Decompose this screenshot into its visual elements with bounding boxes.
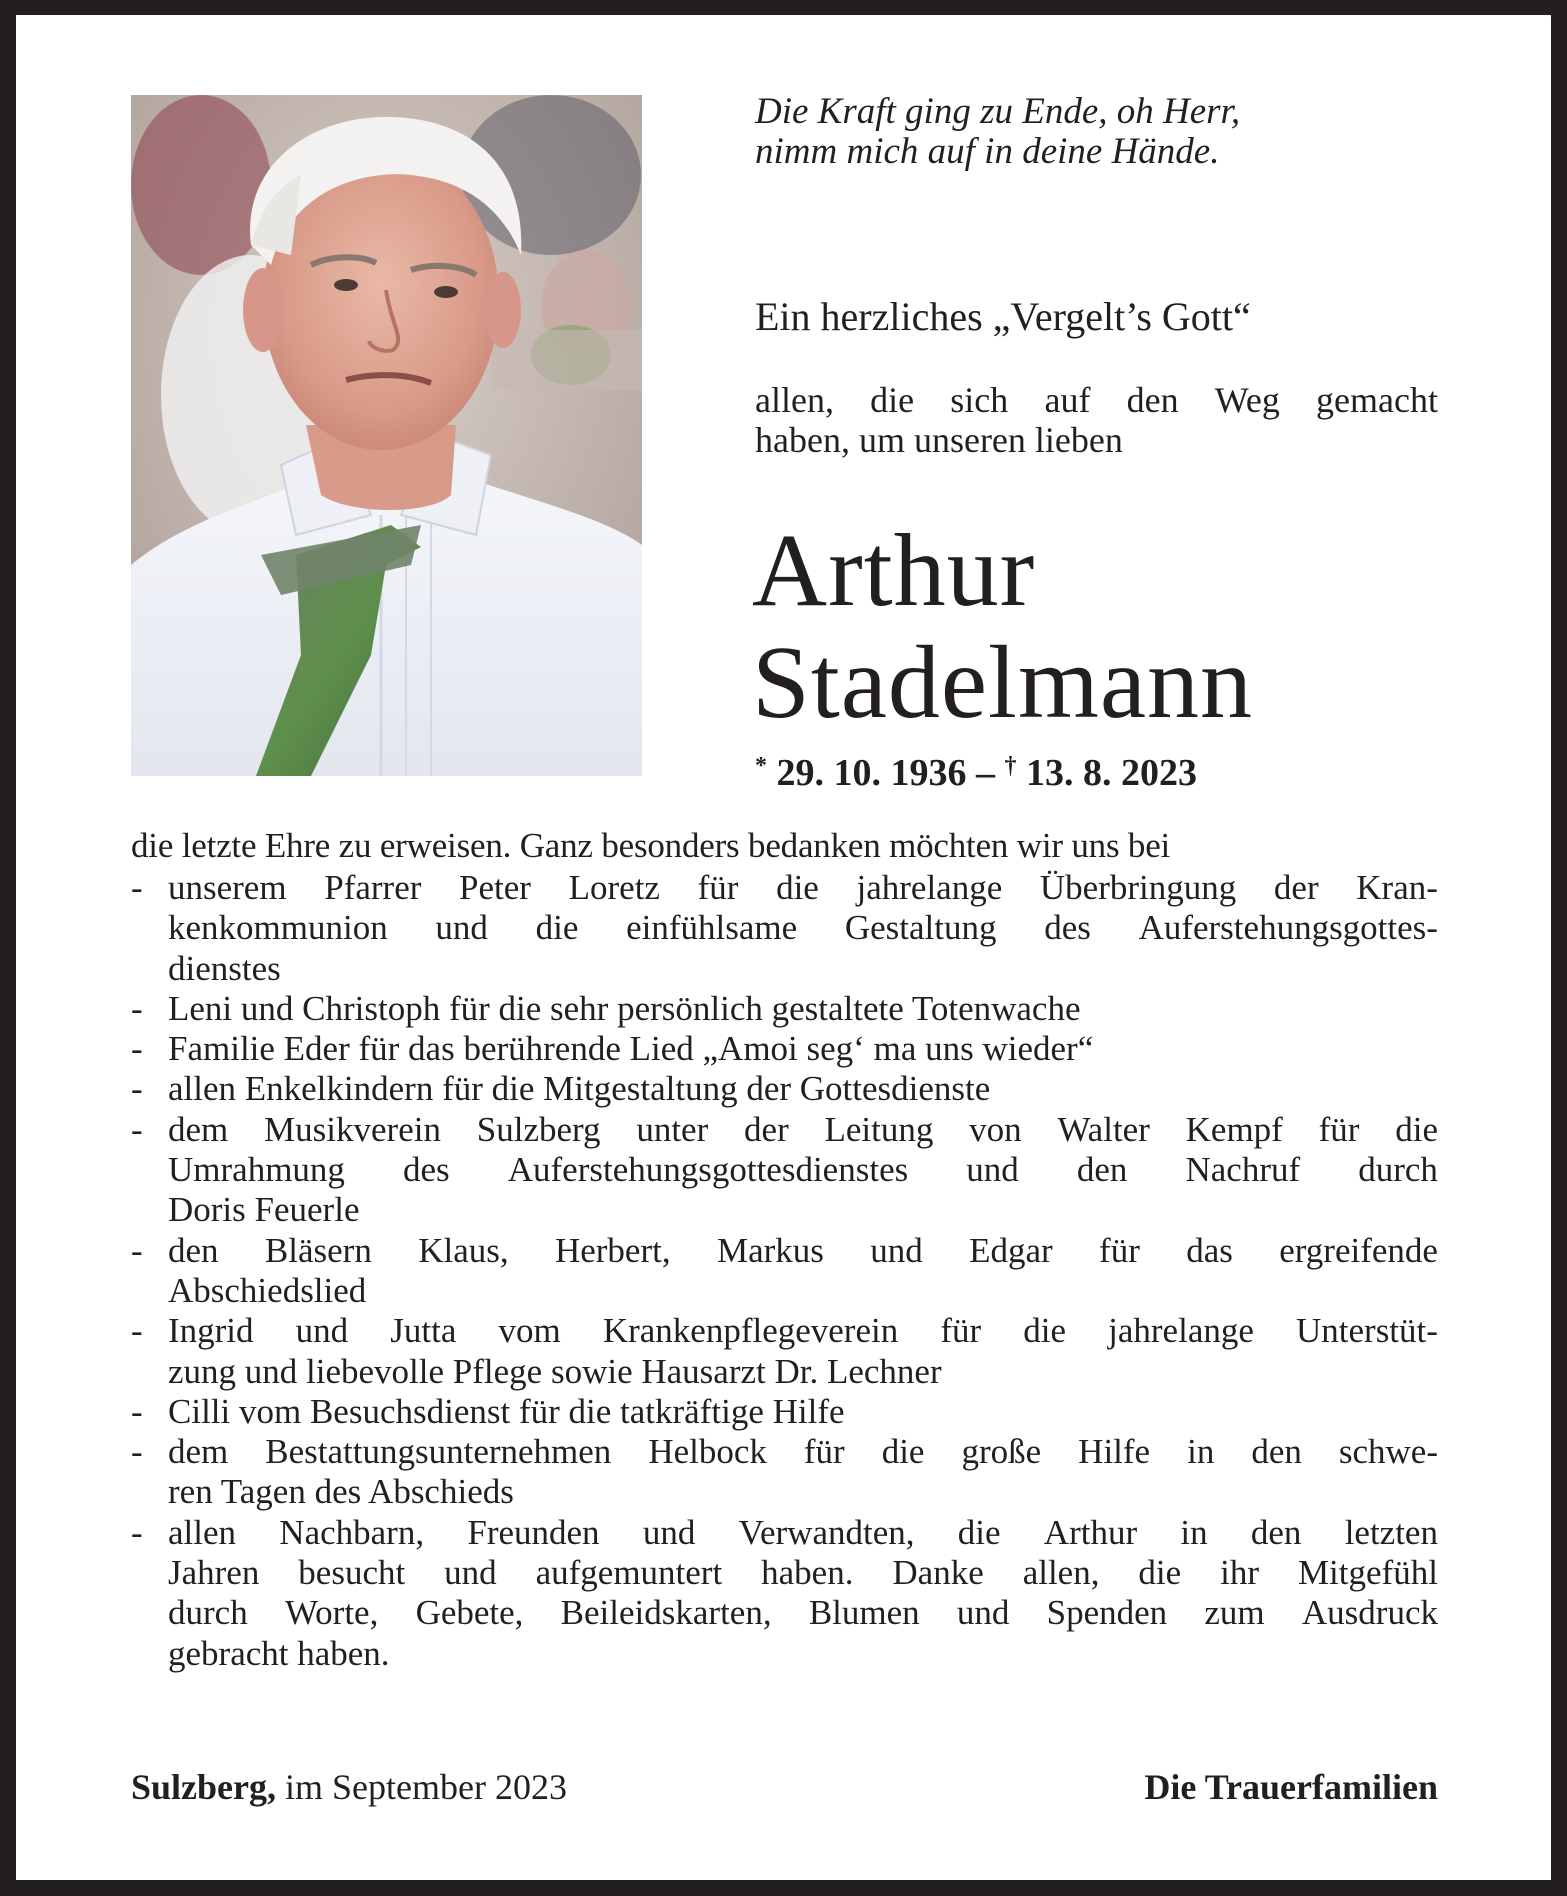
thanks-line: gebracht haben.: [168, 1633, 390, 1673]
thanks-line: Jahren besucht und aufgemuntert haben. Danke allen, die ihr Mitgefühl: [168, 1553, 1438, 1593]
thanks-line: ren Tagen des Abschieds: [168, 1472, 514, 1512]
verse-line-1: Die Kraft ging zu Ende, oh Herr,: [755, 91, 1241, 132]
thanks-line: durch Worte, Gebete, Beileidskarten, Blumen und Spenden zum Ausdruck: [168, 1593, 1438, 1633]
dash-bullet-icon: -: [131, 1311, 143, 1351]
intro-word: auf: [1044, 380, 1091, 420]
place-date: [131, 1766, 567, 1808]
intro-word: allen,: [755, 380, 834, 420]
dash-bullet-icon: -: [131, 1512, 143, 1552]
dash-bullet-icon: -: [131, 988, 143, 1028]
thanks-list-item: [131, 989, 1438, 1029]
intro-word: gemacht: [1316, 380, 1438, 420]
intro-line-2: haben, um unseren lieben: [755, 420, 1123, 460]
intro-line-1: [755, 380, 1438, 420]
thanks-line: zung und liebevolle Pflege sowie Hausarzt Dr. Lechner: [168, 1351, 942, 1391]
dash-bullet-icon: -: [131, 868, 143, 907]
thanks-list-item: [131, 1110, 1438, 1231]
dash-bullet-icon: -: [131, 1230, 143, 1270]
thanks-line: Doris Feuerle: [168, 1190, 360, 1230]
dash-bullet-icon: -: [131, 1391, 143, 1431]
dash-bullet-icon: -: [131, 1432, 143, 1472]
thanks-line: Ingrid und Jutta vom Krankenpflegeverein für die jahrelange Unterstüt-: [168, 1311, 1438, 1351]
dash-bullet-icon: -: [131, 1069, 143, 1109]
intro-text: [755, 380, 1438, 460]
signature: Die Trauerfamilien: [1144, 1767, 1438, 1807]
death-cross-icon: †: [1004, 753, 1017, 779]
portrait-illustration: [131, 95, 642, 776]
thanks-list: [131, 868, 1438, 1674]
deceased-name: [752, 515, 1253, 739]
thanks-line: den Bläsern Klaus, Herbert, Markus und Edgar für das ergreifende: [168, 1230, 1438, 1270]
thanks-line: Familie Eder für das berührende Lied „Amoi seg‘ ma uns wieder“: [168, 1029, 1094, 1069]
verse-quote: [755, 92, 1355, 172]
thanks-line: Leni und Christoph für die sehr persönlich gestaltete Totenwache: [168, 988, 1081, 1028]
verse-line-2: nimm mich auf in deine Hände.: [755, 131, 1220, 172]
thanks-list-item: [131, 1029, 1438, 1069]
first-name: Arthur: [752, 513, 1036, 628]
thanks-line: dienstes: [168, 948, 281, 988]
thanks-line: allen Nachbarn, Freunden und Verwandten, die Arthur in den letzten: [168, 1512, 1438, 1552]
intro-word: den: [1126, 380, 1179, 420]
thanks-line: allen Enkelkindern für die Mitgestaltung der Gottesdienste: [168, 1069, 991, 1109]
intro-word: sich: [950, 380, 1009, 420]
thanks-line: Cilli vom Besuchsdienst für die tatkräftige Hilfe: [168, 1391, 845, 1431]
thanks-line: dem Bestattungsunternehmen Helbock für die große Hilfe in den schwe-: [168, 1432, 1438, 1472]
thanks-list-item: [131, 1513, 1438, 1674]
thanks-list-item: [131, 1069, 1438, 1109]
dash-bullet-icon: -: [131, 1029, 143, 1069]
place: Sulzberg,: [131, 1767, 277, 1807]
thanks-line: unserem Pfarrer Peter Loretz für die jahrelange Überbringung der Kran-: [168, 868, 1438, 907]
date-separator: –: [966, 752, 1005, 794]
thanks-heading: Ein herzliches „Vergelt’s Gott“: [755, 294, 1251, 339]
life-dates: [755, 744, 1197, 795]
thanks-list-item: [131, 1231, 1438, 1312]
thanks-list-item: [131, 1311, 1438, 1392]
thanks-line: kenkommunion und die einfühlsame Gestaltung des Auferstehungsgottes-: [168, 908, 1438, 948]
intro-word: Weg: [1214, 380, 1280, 420]
thanks-line: Abschiedslied: [168, 1270, 367, 1310]
thanks-list-item: [131, 1432, 1438, 1513]
lead-text: die letzte Ehre zu erweisen. Ganz besonders bedanken möchten wir uns bei: [131, 826, 1171, 865]
dash-bullet-icon: -: [131, 1109, 143, 1149]
thanks-list-item: [131, 868, 1438, 989]
thanks-line: dem Musikverein Sulzberg unter der Leitung von Walter Kempf für die: [168, 1109, 1438, 1149]
birth-date: 29. 10. 1936: [776, 752, 967, 794]
death-date: 13. 8. 2023: [1026, 752, 1197, 794]
last-name: Stadelmann: [752, 625, 1254, 740]
date: im September 2023: [276, 1767, 567, 1807]
thanks-list-item: [131, 1392, 1438, 1432]
portrait-photo: [131, 95, 642, 776]
birth-star-icon: *: [755, 753, 767, 779]
thanks-line: Umrahmung des Auferstehungsgottesdienstes und den Nachruf durch: [168, 1150, 1438, 1190]
intro-word: die: [870, 380, 915, 420]
